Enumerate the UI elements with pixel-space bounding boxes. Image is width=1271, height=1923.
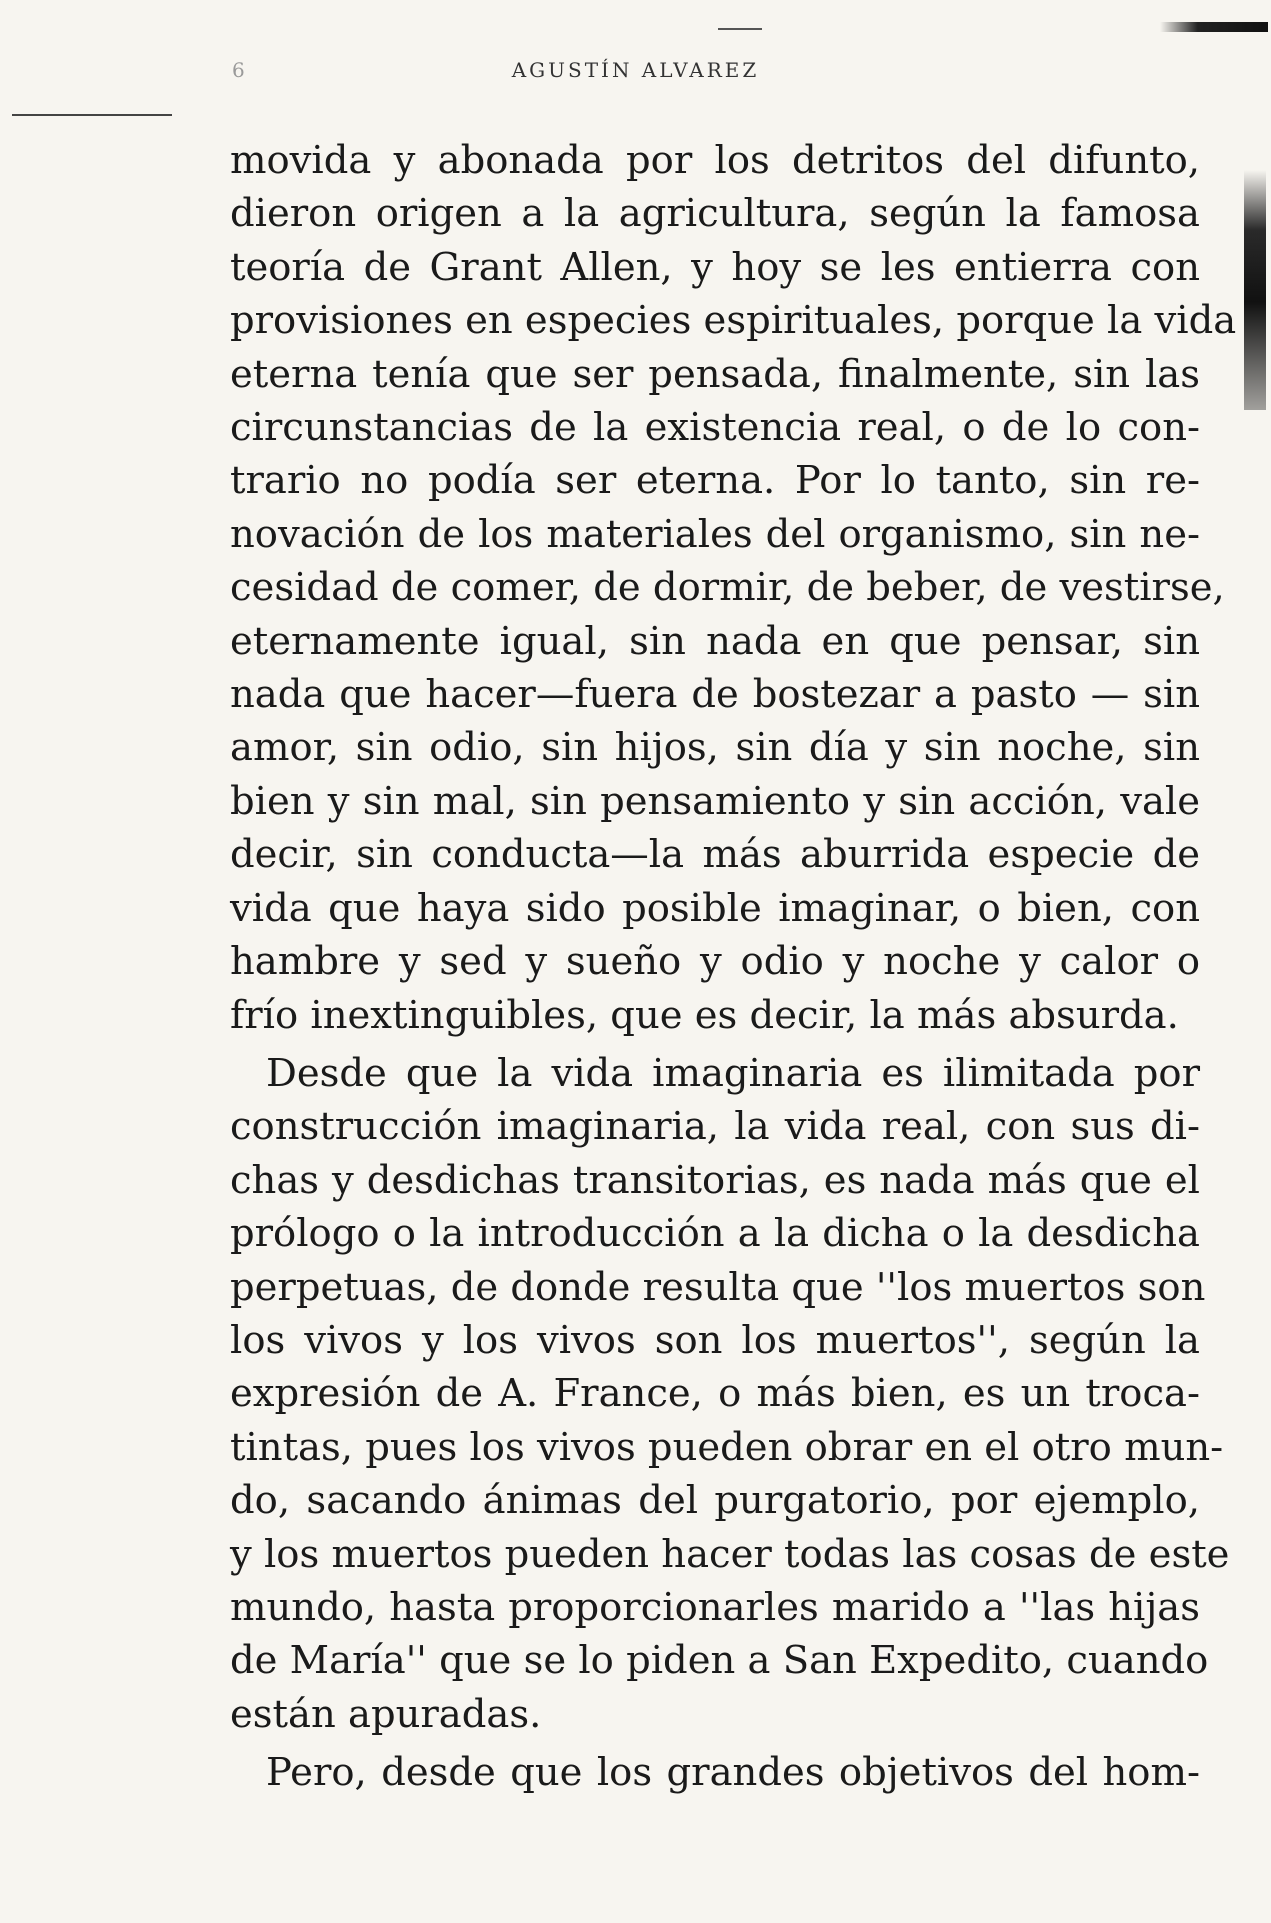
top-dash-mark	[718, 28, 762, 30]
text-line: perpetuas, de donde resulta que ''los muertos son	[230, 1264, 1206, 1310]
text-line: tintas, pues los vivos pueden obrar en el otro mun-	[230, 1424, 1224, 1470]
text-line: eternamente igual, sin nada en que pensar, sin	[230, 618, 1200, 664]
text-line: nada que hacer—fuera de bostezar a pasto — sin	[230, 672, 1200, 718]
paragraph-2	[230, 1047, 1230, 1741]
text-line: provisiones en especies espirituales, porque la vida	[230, 298, 1237, 344]
text-line: los vivos y los vivos son los muertos'', según la	[230, 1317, 1200, 1363]
page-number: 6	[232, 58, 245, 82]
text-line: amor, sin odio, sin hijos, sin día y sin noche, sin	[230, 725, 1200, 771]
text-line: frío inextinguibles, que es decir, la más absurda.	[230, 992, 1179, 1038]
text-line: decir, sin conducta—la más aburrida especie de	[230, 832, 1200, 878]
text-line: de María'' que se lo piden a San Expedito, cuando	[230, 1638, 1209, 1684]
corner-ink-mark	[1160, 22, 1268, 32]
text-line: movida y abonada por los detritos del difunto,	[230, 138, 1200, 183]
text-line: teoría de Grant Allen, y hoy se les entierra con	[230, 244, 1200, 290]
text-line: trario no podía ser eterna. Por lo tanto, sin re-	[230, 458, 1200, 504]
text-line: chas y desdichas transitorias, es nada más que el	[230, 1157, 1200, 1203]
text-line: expresión de A. France, o más bien, es un troca-	[230, 1371, 1200, 1417]
text-line: Desde que la vida imaginaria es ilimitada por	[266, 1050, 1200, 1096]
left-margin-rule	[12, 114, 172, 116]
text-line: construcción imaginaria, la vida real, con sus di-	[230, 1104, 1200, 1150]
paragraph-1	[230, 134, 1237, 1042]
text-line: eterna tenía que ser pensada, finalmente, sin las	[230, 351, 1200, 397]
text-line: prólogo o la introducción a la dicha o la desdicha	[230, 1211, 1200, 1257]
text-line: hambre y sed y sueño y odio y noche y calor o	[230, 939, 1200, 985]
text-line: bien y sin mal, sin pensamiento y sin acción, vale	[230, 778, 1200, 824]
text-line: do, sacando ánimas del purgatorio, por ejemplo,	[230, 1478, 1200, 1524]
right-edge-shadow	[1244, 170, 1266, 410]
running-title: AGUSTÍN ALVAREZ	[511, 58, 760, 82]
text-line: vida que haya sido posible imaginar, o bien, con	[230, 885, 1200, 931]
paragraph-3	[230, 1746, 1200, 1799]
text-line: dieron origen a la agricultura, según la famosa	[230, 191, 1200, 237]
text-line: novación de los materiales del organismo, sin ne-	[230, 511, 1200, 557]
text-line: y los muertos pueden hacer todas las cosas de este	[230, 1531, 1230, 1577]
text-line: mundo, hasta proporcionarles marido a ''las hijas	[230, 1584, 1200, 1630]
text-line: están apuradas.	[230, 1691, 542, 1737]
body-text	[230, 134, 1237, 1800]
text-line: cesidad de comer, de dormir, de beber, de vestirse,	[230, 565, 1225, 611]
text-line: circunstancias de la existencia real, o de lo con-	[230, 405, 1200, 451]
text-line: Pero, desde que los grandes objetivos del hom-	[266, 1750, 1200, 1796]
